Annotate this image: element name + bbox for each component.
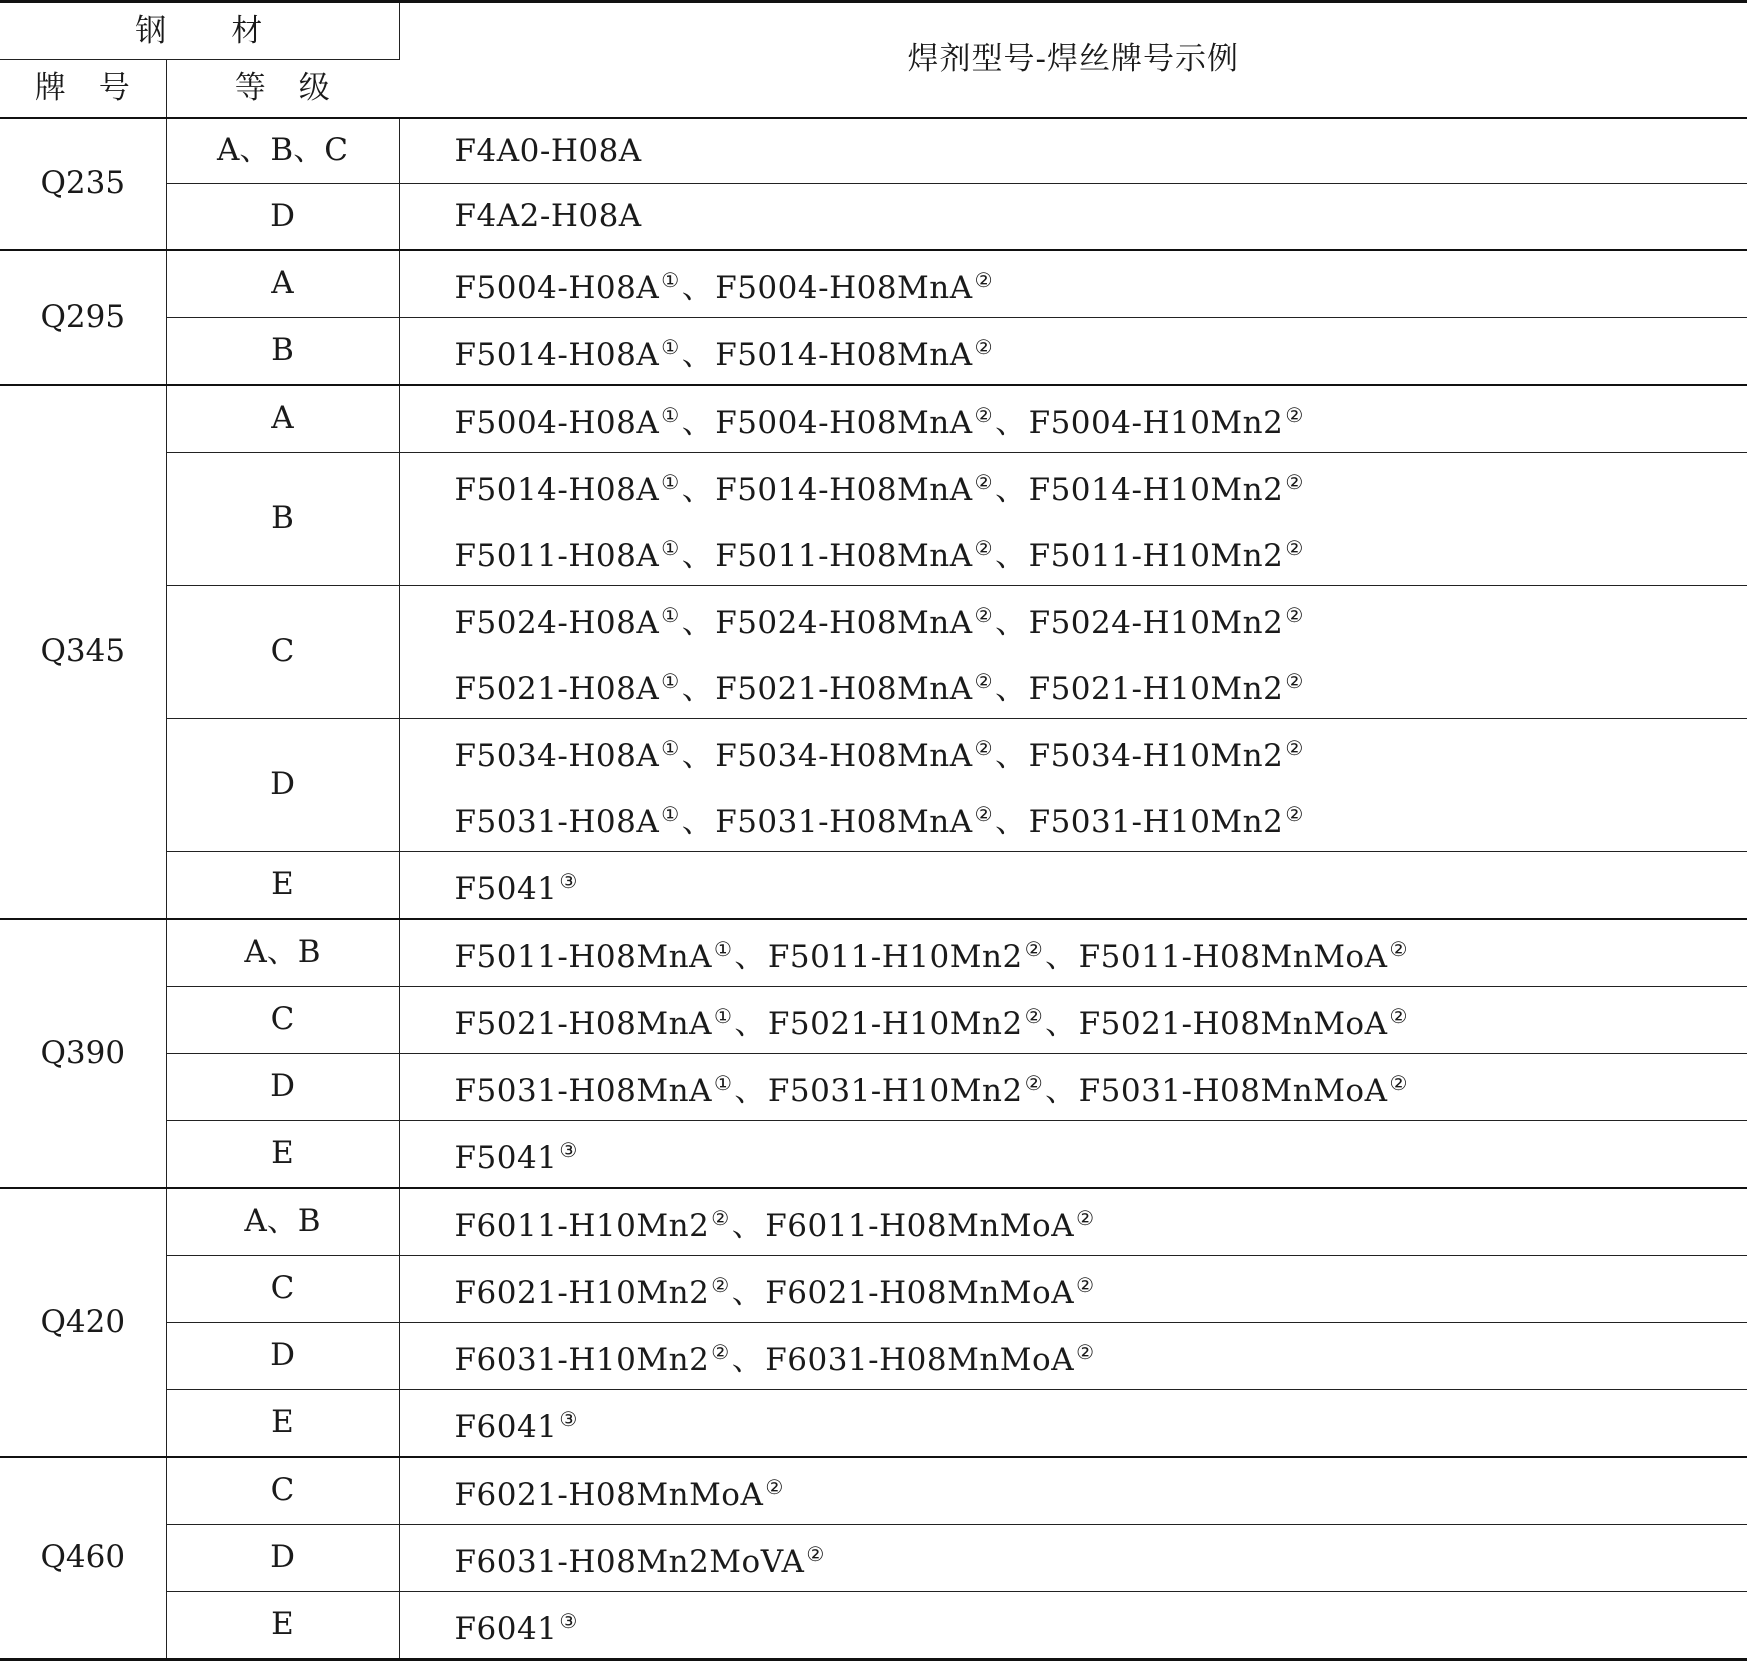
separator: 、	[682, 538, 714, 574]
footnote-mark: ①	[714, 937, 732, 961]
example-cell	[399, 1322, 1747, 1389]
grade-cell: E	[166, 1120, 399, 1188]
example-code: F5031-H10Mn2	[1029, 804, 1284, 840]
example-code: F6021-H10Mn2	[455, 1275, 710, 1311]
example-line	[455, 920, 1747, 986]
example-code: F5014-H08A	[455, 472, 660, 508]
separator: 、	[995, 405, 1027, 441]
header-example: 焊剂型号-焊丝牌号示例	[399, 2, 1747, 118]
example-line	[455, 1323, 1747, 1389]
example-code: F5011-H08MnA	[455, 939, 712, 975]
grade-cell: C	[166, 1255, 399, 1322]
example-code: F6021-H08MnMoA	[455, 1477, 764, 1513]
table-row	[0, 1188, 1747, 1256]
example-code: F5031-H08MnMoA	[1079, 1073, 1388, 1109]
example-code: F6031-H08MnMoA	[765, 1342, 1074, 1378]
separator: 、	[682, 337, 714, 373]
grade-cell: E	[166, 1591, 399, 1659]
separator: 、	[682, 738, 714, 774]
example-code: F5014-H10Mn2	[1029, 472, 1284, 508]
separator: 、	[995, 804, 1027, 840]
example-line	[455, 1525, 1747, 1591]
example-cell	[399, 1053, 1747, 1120]
footnote-mark: ②	[1025, 937, 1043, 961]
footnote-mark: ②	[711, 1206, 729, 1230]
grade-cell: E	[166, 1389, 399, 1457]
footnote-mark: ②	[1285, 802, 1303, 826]
example-line	[455, 719, 1747, 785]
example-cell	[399, 250, 1747, 318]
example-code: F5034-H10Mn2	[1029, 738, 1284, 774]
example-code: F6031-H08Mn2MoVA	[455, 1544, 805, 1580]
example-cell	[399, 919, 1747, 987]
example-cell	[399, 118, 1747, 184]
footnote-mark: ①	[714, 1004, 732, 1028]
separator: 、	[1045, 1073, 1077, 1109]
table-row	[0, 385, 1747, 453]
example-code: F6011-H08MnMoA	[765, 1208, 1074, 1244]
separator: 、	[682, 605, 714, 641]
table-row	[0, 851, 1747, 919]
table-row	[0, 1524, 1747, 1591]
table-row	[0, 1591, 1747, 1659]
grade-cell: A、B	[166, 1188, 399, 1256]
grade-cell: E	[166, 851, 399, 919]
separator: 、	[734, 1006, 766, 1042]
example-code: F5021-H08MnA	[455, 1006, 712, 1042]
footnote-mark: ①	[661, 736, 679, 760]
brand-cell: Q420	[0, 1188, 166, 1457]
example-code: F5004-H08MnA	[715, 405, 972, 441]
example-line	[455, 386, 1747, 452]
example-code: F5004-H10Mn2	[1029, 405, 1284, 441]
example-code: F5024-H08MnA	[715, 605, 972, 641]
footnote-mark: ②	[1285, 470, 1303, 494]
example-line	[455, 785, 1747, 851]
brand-cell: Q235	[0, 118, 166, 250]
table-row	[0, 250, 1747, 318]
brand-cell: Q460	[0, 1457, 166, 1660]
footnote-mark: ①	[661, 470, 679, 494]
example-code: F5004-H08MnA	[715, 270, 972, 306]
example-cell	[399, 585, 1747, 718]
example-cell	[399, 452, 1747, 585]
example-line	[455, 519, 1747, 585]
example-cell	[399, 317, 1747, 385]
example-cell	[399, 184, 1747, 250]
example-code: F6031-H10Mn2	[455, 1342, 710, 1378]
separator: 、	[682, 405, 714, 441]
footnote-mark: ②	[975, 603, 993, 627]
header-grade-mark: 牌 号	[0, 60, 166, 118]
example-code: F6041	[455, 1611, 558, 1647]
table-row	[0, 1457, 1747, 1525]
footnote-mark: ②	[1389, 937, 1407, 961]
brand-cell: Q345	[0, 385, 166, 919]
footnote-mark: ①	[661, 669, 679, 693]
grade-cell: D	[166, 1322, 399, 1389]
example-cell	[399, 1524, 1747, 1591]
separator: 、	[682, 671, 714, 707]
grade-cell: A	[166, 385, 399, 453]
footnote-mark: ③	[559, 1609, 577, 1633]
table-row	[0, 1120, 1747, 1188]
separator: 、	[682, 270, 714, 306]
brand-cell: Q295	[0, 250, 166, 385]
footnote-mark: ②	[1389, 1004, 1407, 1028]
example-code: F5014-H08MnA	[715, 337, 972, 373]
footnote-mark: ②	[1076, 1206, 1094, 1230]
footnote-mark: ②	[1076, 1340, 1094, 1364]
example-code: F5024-H08A	[455, 605, 660, 641]
grade-cell: B	[166, 452, 399, 585]
footnote-mark: ①	[661, 335, 679, 359]
footnote-mark: ②	[711, 1273, 729, 1297]
grade-cell: D	[166, 718, 399, 851]
separator: 、	[732, 1208, 764, 1244]
table-row	[0, 118, 1747, 184]
footnote-mark: ②	[1025, 1004, 1043, 1028]
table-row	[0, 184, 1747, 250]
footnote-mark: ①	[661, 268, 679, 292]
example-code: F4A0-H08A	[455, 133, 642, 169]
separator: 、	[732, 1342, 764, 1378]
example-line	[455, 1256, 1747, 1322]
table-row	[0, 452, 1747, 585]
grade-cell: B	[166, 317, 399, 385]
footnote-mark: ②	[1285, 603, 1303, 627]
example-cell	[399, 1188, 1747, 1256]
example-line	[455, 318, 1747, 384]
example-code: F5021-H10Mn2	[768, 1006, 1023, 1042]
footnote-mark: ②	[975, 536, 993, 560]
footnote-mark: ①	[661, 536, 679, 560]
example-cell	[399, 851, 1747, 919]
example-line	[455, 122, 1747, 180]
footnote-mark: ①	[661, 403, 679, 427]
example-code: F5011-H08A	[455, 538, 660, 574]
footnote-mark: ②	[1285, 736, 1303, 760]
example-code: F5011-H10Mn2	[1029, 538, 1284, 574]
example-code: F5024-H10Mn2	[1029, 605, 1284, 641]
separator: 、	[732, 1275, 764, 1311]
separator: 、	[995, 605, 1027, 641]
table-row	[0, 317, 1747, 385]
grade-cell: C	[166, 986, 399, 1053]
brand-cell: Q390	[0, 919, 166, 1188]
example-line	[455, 1592, 1747, 1658]
example-code: F6011-H10Mn2	[455, 1208, 710, 1244]
example-line	[455, 652, 1747, 718]
table-row	[0, 919, 1747, 987]
example-cell	[399, 1389, 1747, 1457]
example-line	[455, 453, 1747, 519]
example-code: F5034-H08A	[455, 738, 660, 774]
example-code: F5011-H10Mn2	[768, 939, 1023, 975]
footnote-mark: ①	[661, 802, 679, 826]
table-row	[0, 1322, 1747, 1389]
footnote-mark: ①	[661, 603, 679, 627]
example-line	[455, 1189, 1747, 1255]
header-steel: 钢 材	[0, 2, 399, 60]
footnote-mark: ③	[559, 1407, 577, 1431]
grade-cell: D	[166, 1524, 399, 1591]
example-code: F5021-H08MnMoA	[1079, 1006, 1388, 1042]
grade-cell: A	[166, 250, 399, 318]
example-cell	[399, 1591, 1747, 1659]
example-cell	[399, 1255, 1747, 1322]
separator: 、	[734, 939, 766, 975]
example-line	[455, 852, 1747, 918]
example-line	[455, 586, 1747, 652]
example-code: F5031-H08MnA	[715, 804, 972, 840]
example-code: F5041	[455, 1140, 558, 1176]
example-code: F5021-H10Mn2	[1029, 671, 1284, 707]
grade-cell: C	[166, 585, 399, 718]
example-code: F5011-H08MnMoA	[1079, 939, 1388, 975]
grade-cell: D	[166, 184, 399, 250]
example-code: F5031-H08A	[455, 804, 660, 840]
example-line	[455, 251, 1747, 317]
example-code: F5021-H08MnA	[715, 671, 972, 707]
footnote-mark: ②	[1076, 1273, 1094, 1297]
separator: 、	[1045, 939, 1077, 975]
separator: 、	[995, 738, 1027, 774]
example-code: F5014-H08MnA	[715, 472, 972, 508]
example-cell	[399, 718, 1747, 851]
example-code: F6021-H08MnMoA	[765, 1275, 1074, 1311]
table-row	[0, 585, 1747, 718]
example-code: F4A2-H08A	[455, 198, 642, 234]
example-code: F5031-H08MnA	[455, 1073, 712, 1109]
table-row	[0, 1389, 1747, 1457]
grade-cell: C	[166, 1457, 399, 1525]
example-code: F5034-H08MnA	[715, 738, 972, 774]
example-code: F5011-H08MnA	[715, 538, 972, 574]
footnote-mark: ②	[975, 669, 993, 693]
separator: 、	[734, 1073, 766, 1109]
footnote-mark: ③	[559, 1138, 577, 1162]
example-code: F5014-H08A	[455, 337, 660, 373]
example-cell	[399, 1457, 1747, 1525]
example-code: F5004-H08A	[455, 270, 660, 306]
footnote-mark: ②	[975, 736, 993, 760]
separator: 、	[995, 472, 1027, 508]
example-code: F5004-H08A	[455, 405, 660, 441]
table-row	[0, 718, 1747, 851]
table-row	[0, 986, 1747, 1053]
separator: 、	[995, 671, 1027, 707]
example-cell	[399, 385, 1747, 453]
separator: 、	[682, 804, 714, 840]
example-line	[455, 1390, 1747, 1456]
footnote-mark: ②	[975, 470, 993, 494]
footnote-mark: ③	[559, 869, 577, 893]
header-quality-level: 等 级	[166, 60, 399, 118]
footnote-mark: ②	[806, 1542, 824, 1566]
example-line	[455, 1458, 1747, 1524]
grade-cell: D	[166, 1053, 399, 1120]
footnote-mark: ②	[1285, 403, 1303, 427]
footnote-mark: ②	[1285, 669, 1303, 693]
example-cell	[399, 986, 1747, 1053]
footnote-mark: ②	[975, 335, 993, 359]
example-line	[455, 1054, 1747, 1120]
table-row	[0, 1053, 1747, 1120]
example-line	[455, 1121, 1747, 1187]
footnote-mark: ②	[765, 1475, 783, 1499]
example-code: F5021-H08A	[455, 671, 660, 707]
footnote-mark: ②	[975, 802, 993, 826]
example-code: F5031-H10Mn2	[768, 1073, 1023, 1109]
grade-cell: A、B	[166, 919, 399, 987]
footnote-mark: ②	[975, 268, 993, 292]
example-line	[455, 987, 1747, 1053]
example-code: F6041	[455, 1409, 558, 1445]
table-row	[0, 1255, 1747, 1322]
footnote-mark: ②	[1025, 1071, 1043, 1095]
separator: 、	[682, 472, 714, 508]
separator: 、	[1045, 1006, 1077, 1042]
footnote-mark: ②	[1389, 1071, 1407, 1095]
footnote-mark: ②	[975, 403, 993, 427]
footnote-mark: ②	[711, 1340, 729, 1364]
grade-cell: A、B、C	[166, 118, 399, 184]
footnote-mark: ②	[1285, 536, 1303, 560]
footnote-mark: ①	[714, 1071, 732, 1095]
separator: 、	[995, 538, 1027, 574]
example-code: F5041	[455, 871, 558, 907]
example-cell	[399, 1120, 1747, 1188]
example-line	[455, 187, 1747, 245]
